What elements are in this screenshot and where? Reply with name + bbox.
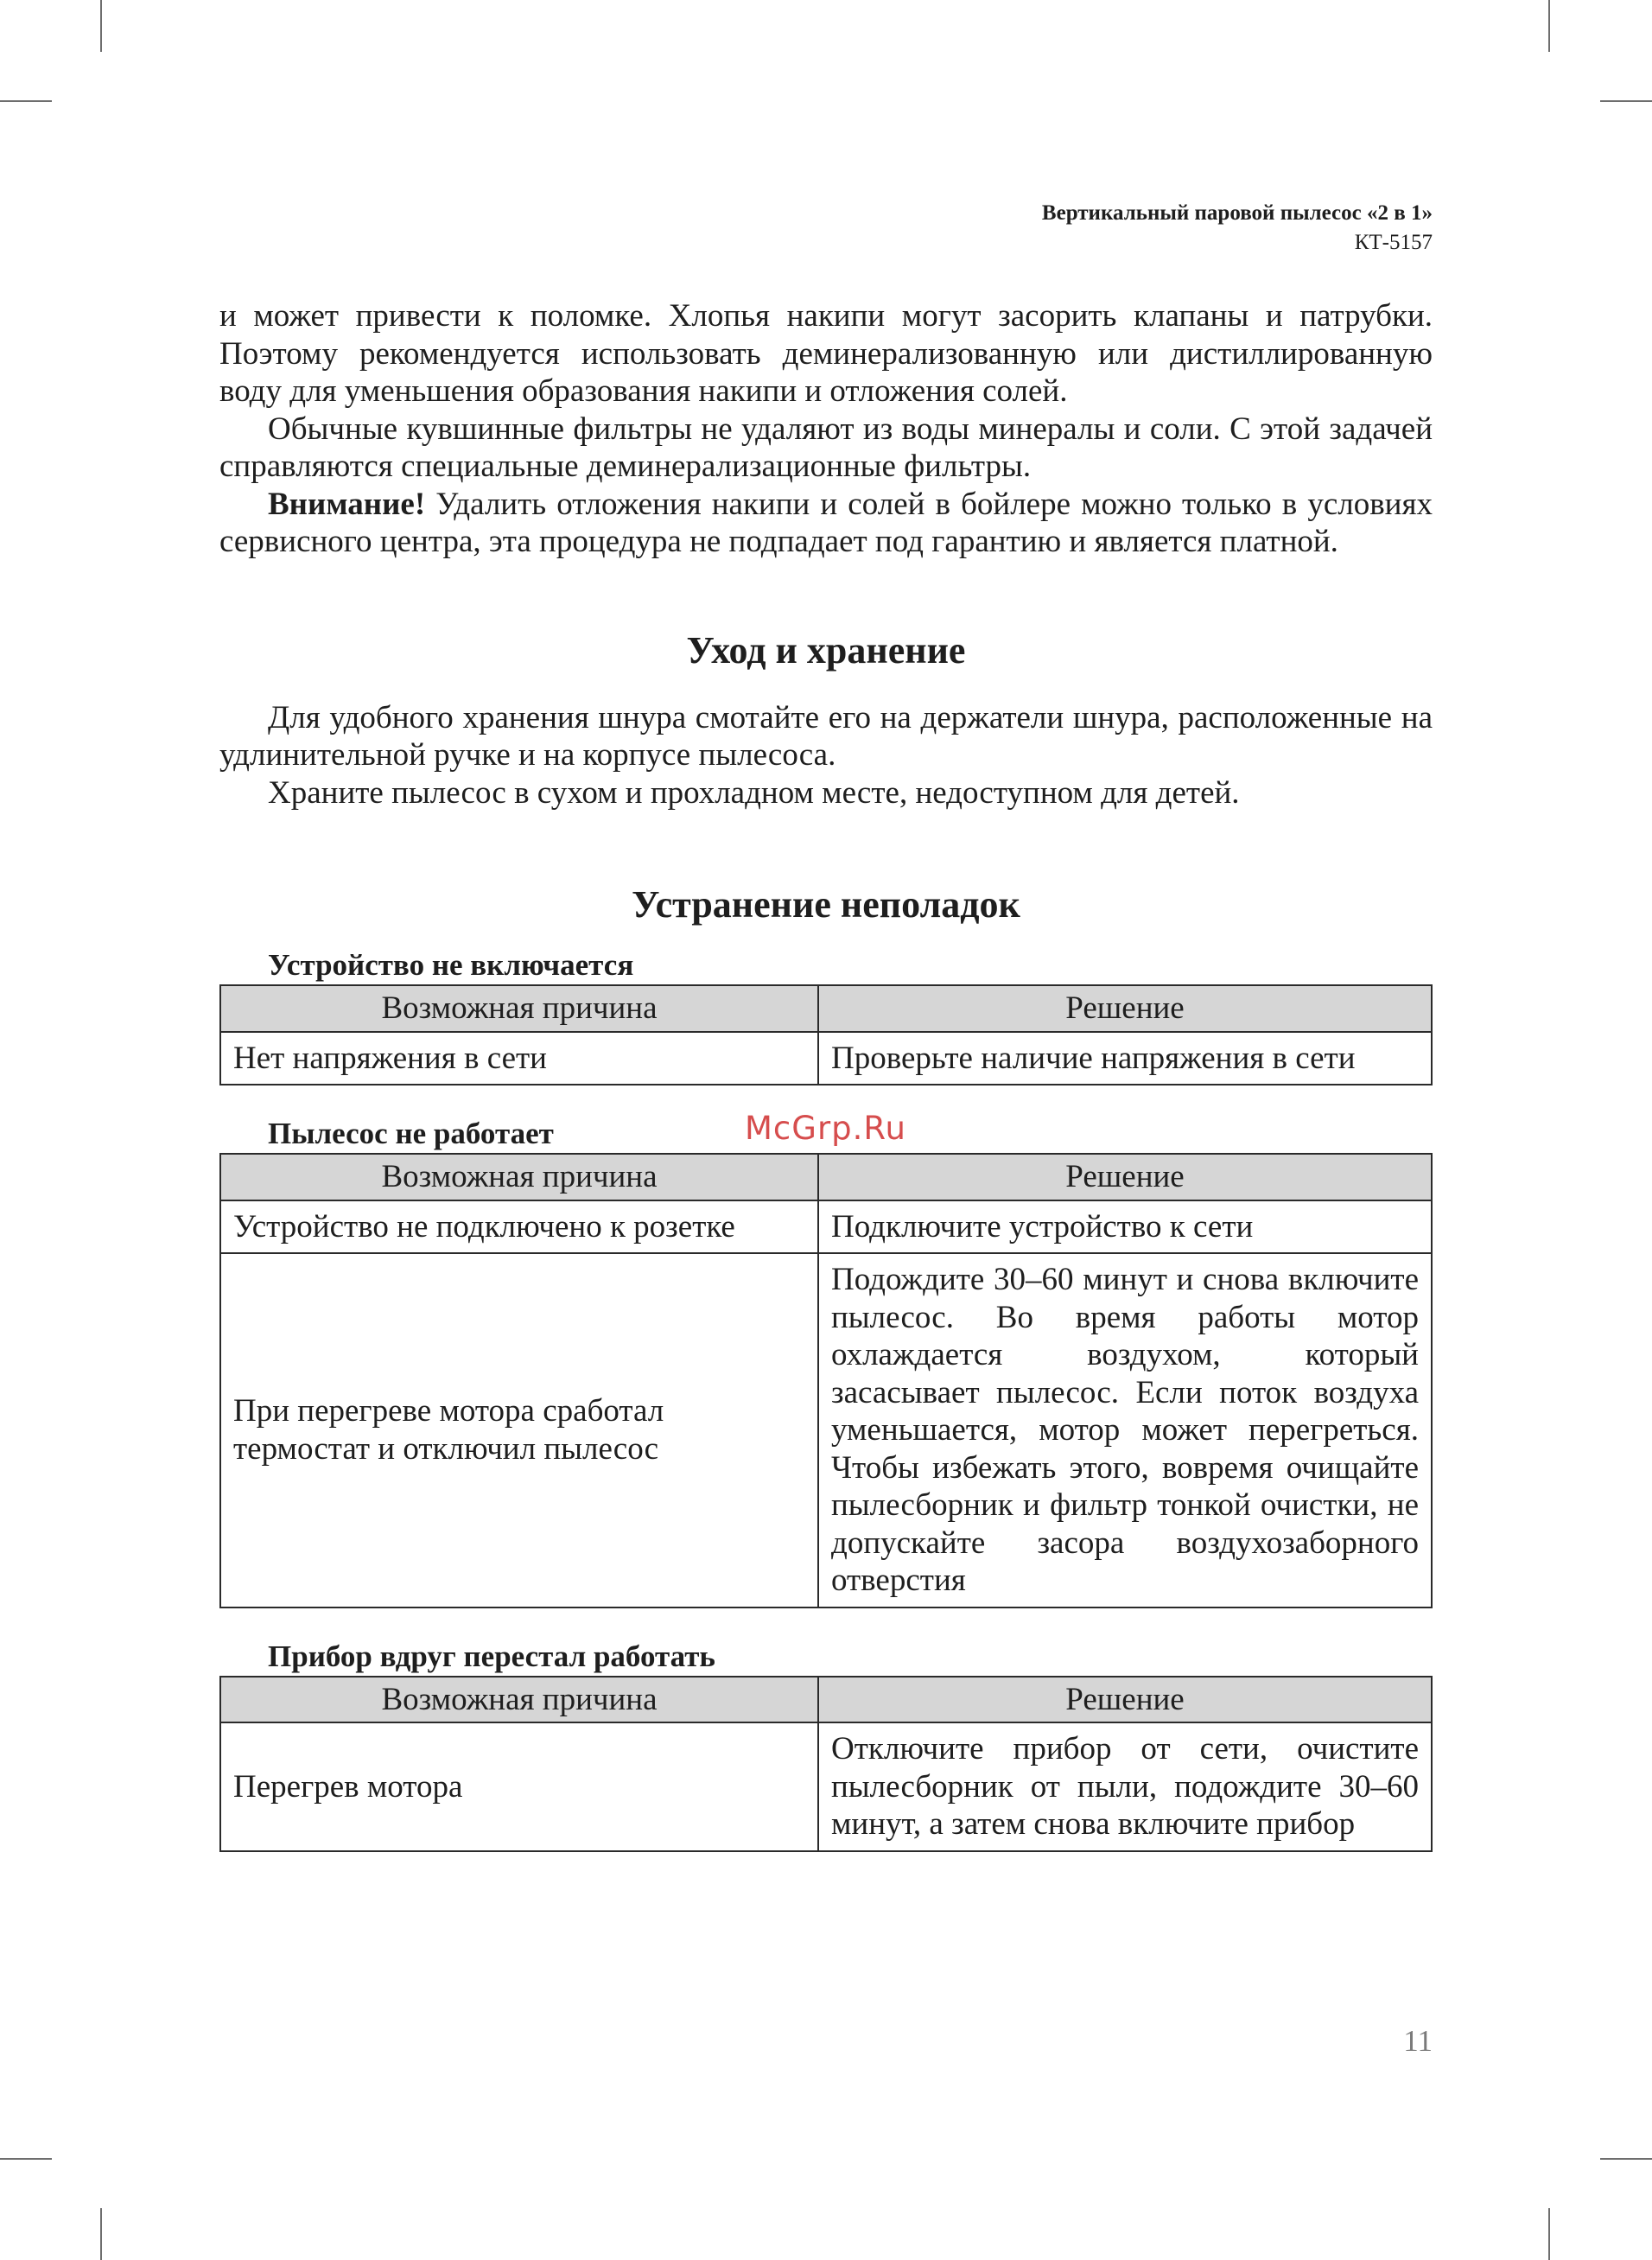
column-header-solution: Решение xyxy=(818,985,1432,1032)
warning-text: Удалить отложения накипи и солей в бойлере можно только в условиях сервисного центра, эта процедура не подпадает под гарантию и является платной. xyxy=(219,486,1433,559)
crop-mark xyxy=(1600,2158,1652,2160)
crop-mark xyxy=(100,2208,102,2260)
problem-title: Прибор вдруг перестал работать xyxy=(268,1639,715,1673)
table-row xyxy=(220,1722,1432,1851)
crop-mark xyxy=(100,0,102,52)
column-header-cause: Возможная причина xyxy=(220,1677,818,1723)
troubleshooting-heading: Устранение неполадок xyxy=(632,883,1020,926)
crop-mark xyxy=(1548,2208,1550,2260)
warning-label: Внимание! xyxy=(268,486,426,522)
table-row xyxy=(220,1032,1432,1085)
cause-cell: При перегреве мотора сработал термостат и отключил пылесос xyxy=(220,1253,818,1607)
product-model: КТ-5157 xyxy=(1354,231,1433,254)
problem-title: Пылесос не работает xyxy=(268,1117,554,1150)
solution-cell: Проверьте наличие напряжения в сети xyxy=(818,1032,1432,1085)
column-header-solution: Решение xyxy=(818,1677,1432,1723)
troubleshooting-table xyxy=(219,984,1433,1085)
troubleshooting-table xyxy=(219,1153,1433,1608)
solution-cell: Подключите устройство к сети xyxy=(818,1200,1432,1254)
troubleshooting-table xyxy=(219,1676,1433,1852)
watermark: McGrp.Ru xyxy=(745,1110,906,1147)
crop-mark xyxy=(1548,0,1550,52)
column-header-cause: Возможная причина xyxy=(220,985,818,1032)
problem-title: Устройство не включается xyxy=(268,948,634,982)
crop-mark xyxy=(0,100,52,102)
crop-mark xyxy=(1600,100,1652,102)
table-header-row xyxy=(220,1677,1432,1723)
warning-paragraph xyxy=(219,486,1433,561)
cause-cell: Устройство не подключено к розетке xyxy=(220,1200,818,1254)
intro-paragraph: Обычные кувшинные фильтры не удаляют из воды минералы и соли. С этой задачей справляются специальные деминерализационные фильтры. xyxy=(219,411,1433,484)
page-number: 11 xyxy=(1403,2024,1433,2058)
solution-cell: Подождите 30–60 минут и снова включите пылесос. Во время работы мотор охлаждается воздухом, который засасывает пылесос. Если поток воздуха уменьшается, мотор может перегреться. Чтобы избежать этого, вовремя очищайте пылесборник и фильтр тонкой очистки, не допускайте засора воздухозаборного отверстия xyxy=(818,1253,1432,1607)
table-row xyxy=(220,1253,1432,1607)
table-row xyxy=(220,1200,1432,1254)
solution-cell: Отключите прибор от сети, очистите пылесборник от пыли, подождите 30–60 минут, а затем снова включите прибор xyxy=(818,1722,1432,1851)
intro-paragraph: и может привести к поломке. Хлопья накипи могут засорить клапаны и патрубки. Поэтому рекомендуется использовать деминерализованную или дистиллированную воду для уменьшения образования накипи и отложения солей. xyxy=(219,298,1433,409)
column-header-solution: Решение xyxy=(818,1154,1432,1200)
care-paragraph: Храните пылесос в сухом и прохладном месте, недоступном для детей. xyxy=(268,774,1240,811)
cause-cell: Перегрев мотора xyxy=(220,1722,818,1851)
table-header-row xyxy=(220,985,1432,1032)
care-heading: Уход и хранение xyxy=(686,628,966,672)
running-head xyxy=(1042,199,1433,258)
cause-cell: Нет напряжения в сети xyxy=(220,1032,818,1085)
page-content xyxy=(219,297,1433,1852)
table-header-row xyxy=(220,1154,1432,1200)
crop-mark xyxy=(0,2158,52,2160)
column-header-cause: Возможная причина xyxy=(220,1154,818,1200)
care-paragraph: Для удобного хранения шнура смотайте его на держатели шнура, расположенные на удлинительной ручке и на корпусе пылесоса. xyxy=(219,699,1433,773)
product-title: Вертикальный паровой пылесос «2 в 1» xyxy=(1041,201,1433,225)
